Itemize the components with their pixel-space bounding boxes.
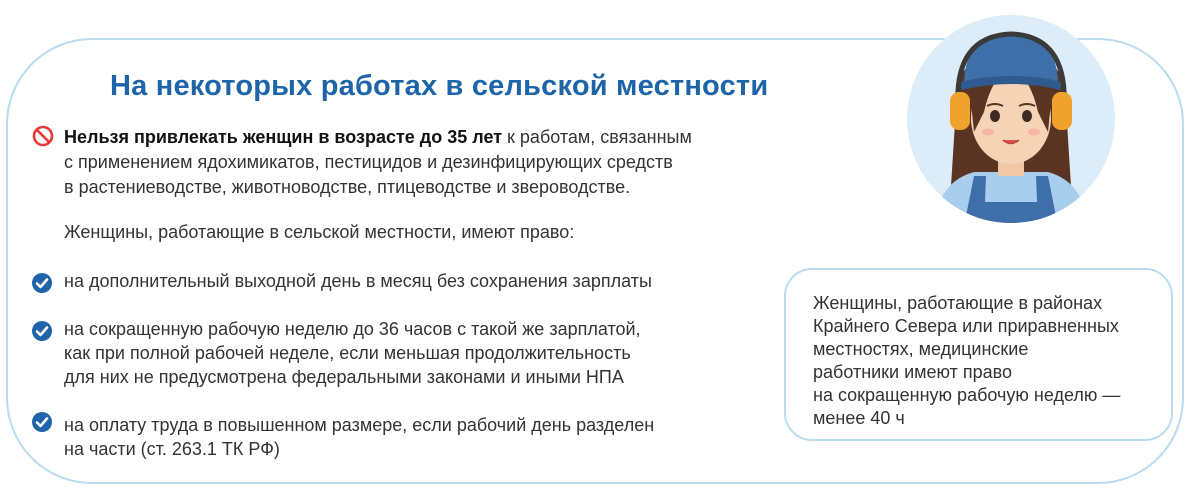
prohibition-line-1-rest: к работам, связанным bbox=[502, 127, 692, 147]
check-circle-icon bbox=[31, 320, 53, 342]
right-2-line-3: для них не предусмотрена федеральными законами и иными НПА bbox=[64, 367, 624, 387]
ban-icon bbox=[31, 124, 55, 148]
side-note-line: местностях, медицинские bbox=[813, 339, 1029, 359]
side-note-line: Женщины, работающие в районах bbox=[813, 293, 1103, 313]
side-note-text bbox=[813, 292, 1120, 430]
side-note-line: на сокращенную рабочую неделю — bbox=[813, 385, 1121, 405]
side-note-line: Крайнего Севера или приравненных bbox=[813, 316, 1119, 336]
rights-intro: Женщины, работающие в сельской местности, имеют право: bbox=[64, 222, 575, 242]
side-note-line: работники имеют право bbox=[813, 362, 1013, 382]
page-title: На некоторых работах в сельской местности bbox=[110, 70, 769, 102]
right-3-line-1: на оплату труда в повышенном размере, если рабочий день разделен bbox=[64, 415, 655, 435]
woman-worker-avatar bbox=[904, 12, 1118, 226]
prohibition-bold: Нельзя привлекать женщин в возрасте до 35 лет bbox=[64, 127, 503, 147]
right-2-line-2: как при полной рабочей неделе, если меньшая продолжительность bbox=[64, 343, 631, 363]
check-circle-icon bbox=[31, 411, 53, 433]
prohibition-line-3: в растениеводстве, животноводстве, птицеводстве и звероводстве. bbox=[64, 177, 631, 197]
right-3-line-2: на части (ст. 263.1 ТК РФ) bbox=[64, 439, 280, 459]
side-note-line: менее 40 ч bbox=[813, 408, 905, 428]
prohibition-line-2: с применением ядохимикатов, пестицидов и дезинфицирующих средств bbox=[64, 152, 673, 172]
prohibition-line-1 bbox=[64, 126, 692, 149]
right-1-line-1: на дополнительный выходной день в месяц без сохранения зарплаты bbox=[64, 271, 652, 291]
right-2-line-1: на сокращенную рабочую неделю до 36 часов с такой же зарплатой, bbox=[64, 319, 641, 339]
check-circle-icon bbox=[31, 272, 53, 294]
